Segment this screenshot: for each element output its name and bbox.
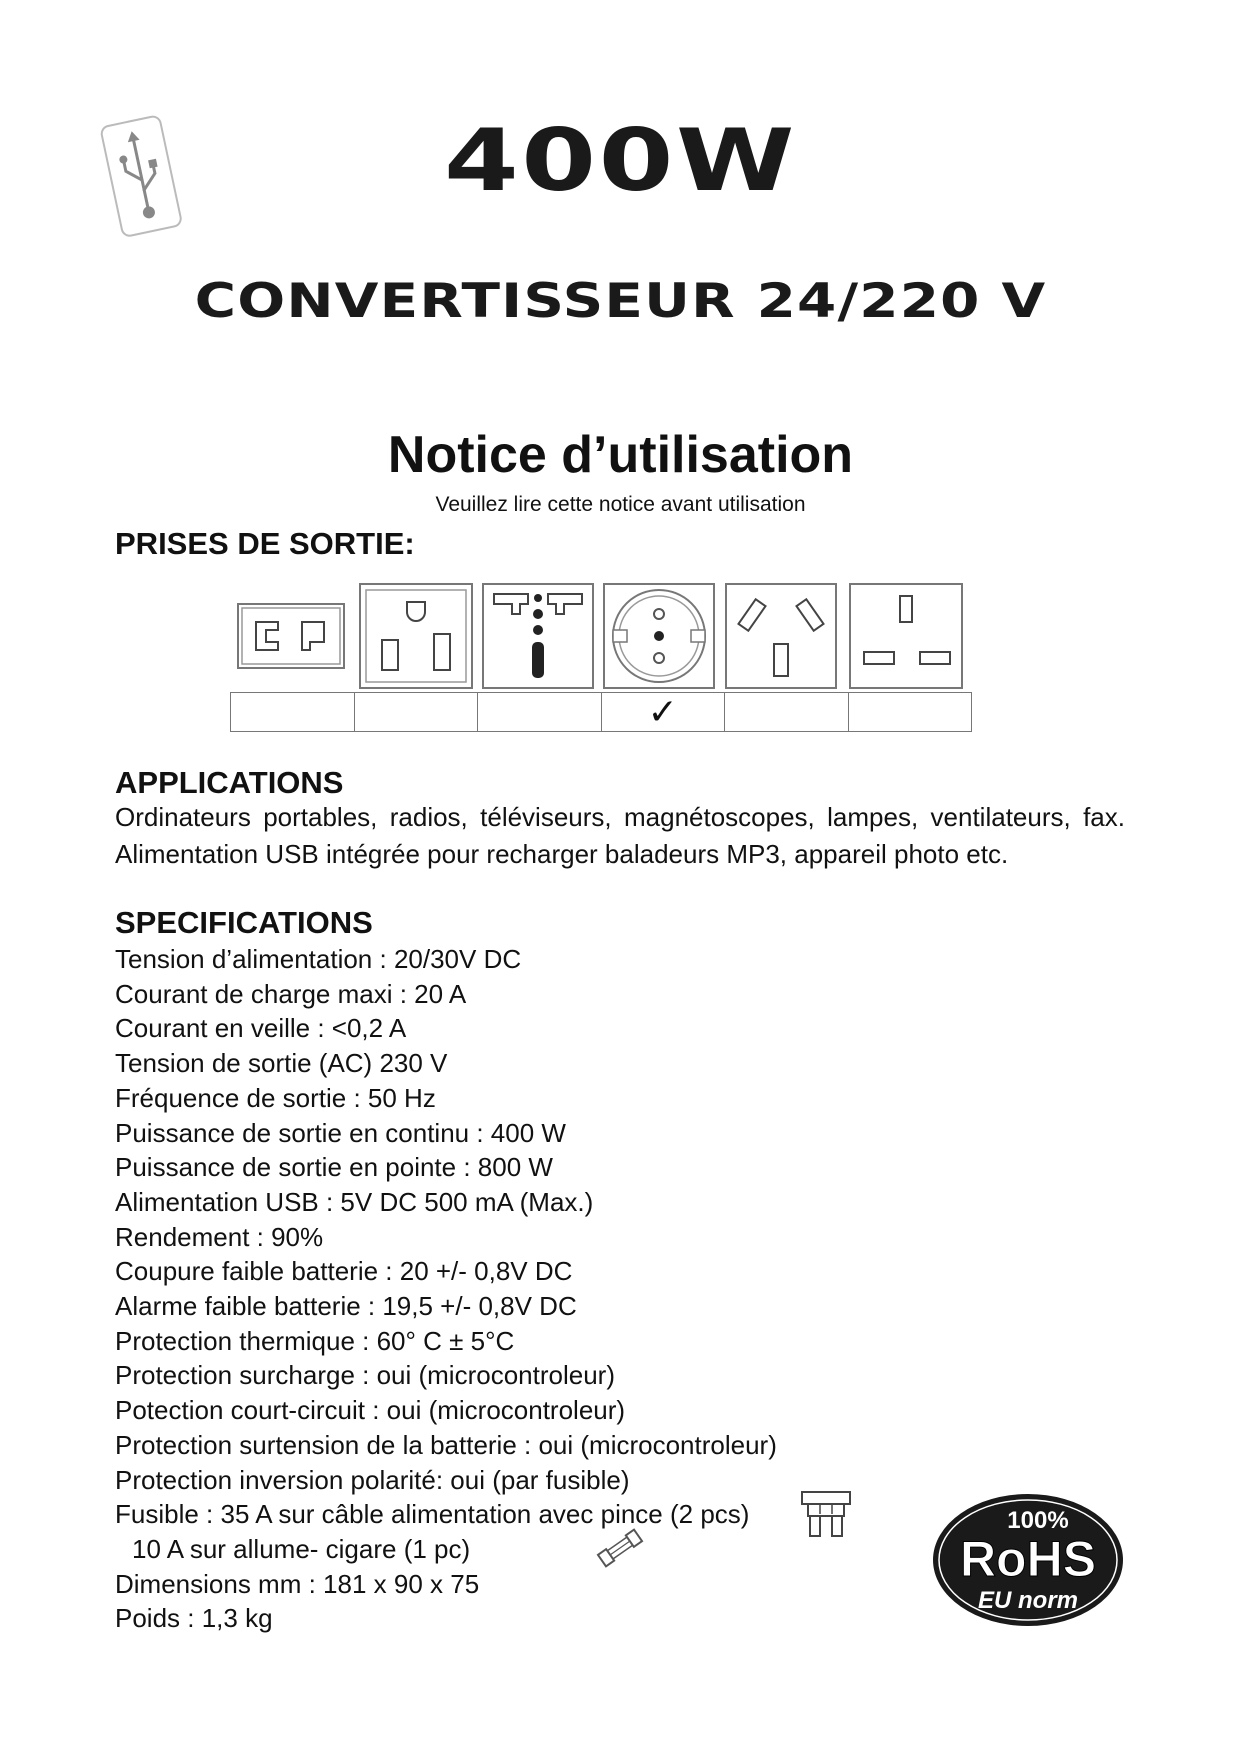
spec-item: Dimensions mm : 181 x 90 x 75: [115, 1568, 480, 1599]
outlets-heading: PRISES DE SORTIE:: [115, 526, 415, 561]
applications-text: Ordinateurs portables, radios, téléviseurs, magnétoscopes, lampes, ventilateurs, fax. Alimentation USB intégrée pour recharger baladeurs MP3, appareil photo etc.: [115, 802, 1125, 869]
specifications-heading: SPECIFICATIONS: [115, 905, 373, 940]
spec-item: Rendement : 90%: [115, 1221, 324, 1252]
spec-item: Courant en veille : <0,2 A: [115, 1013, 407, 1044]
product-power-title: 400W: [443, 111, 797, 211]
flat-pin-socket-icon: [238, 604, 344, 668]
socket-types-row: [236, 582, 976, 692]
schuko-socket-icon: [604, 584, 714, 688]
socket-check-cell: [724, 692, 848, 732]
uk-socket-icon: [850, 584, 962, 688]
spec-item: Alarme faible batterie : 19,5 +/- 0,8V DC: [115, 1291, 577, 1322]
socket-check-row: [230, 692, 972, 734]
spec-item: Protection inversion polarité: oui (par fusible): [115, 1464, 630, 1495]
rohs-norm: EU norm: [977, 1587, 1079, 1614]
spec-item: Protection surcharge : oui (microcontroleur): [115, 1360, 615, 1391]
glass-fuse-icon: [596, 1528, 644, 1568]
spec-item: Fusible : 35 A sur câble alimentation avec pince (2 pcs): [115, 1499, 750, 1530]
spec-item: Puissance de sortie en pointe : 800 W: [115, 1152, 553, 1183]
socket-check-cell: [354, 692, 478, 732]
socket-check-cell: [848, 692, 973, 732]
rohs-badge: [930, 1492, 1126, 1628]
spec-item: Courant de charge maxi : 20 A: [115, 978, 467, 1009]
spec-item: Poids : 1,3 kg: [115, 1603, 273, 1634]
spec-item: 10 A sur allume- cigare (1 pc): [132, 1533, 471, 1564]
spec-item: Potection court-circuit : oui (microcontroleur): [115, 1395, 626, 1426]
rohs-name: RoHS: [959, 1531, 1097, 1587]
italian-socket-icon: [483, 584, 593, 688]
socket-check-cell-selected: ✓: [601, 692, 725, 732]
spec-item: Puissance de sortie en continu : 400 W: [115, 1117, 566, 1148]
spec-item: Alimentation USB : 5V DC 500 mA (Max.): [115, 1186, 594, 1217]
socket-check-cell: [477, 692, 601, 732]
spec-item: Coupure faible batterie : 20 +/- 0,8V DC: [115, 1256, 573, 1287]
rohs-percent: 100%: [1007, 1507, 1069, 1534]
australian-socket-icon: [726, 584, 836, 688]
spec-item: Protection surtension de la batterie : oui (microcontroleur): [115, 1429, 777, 1460]
specifications-list: [115, 942, 777, 1636]
us-grounded-socket-icon: [360, 584, 472, 688]
spec-item: Tension de sortie (AC) 230 V: [115, 1048, 448, 1079]
socket-check-cell: [230, 692, 354, 732]
manual-subtitle: Veuillez lire cette notice avant utilisation: [435, 493, 806, 516]
spec-item: Tension d’alimentation : 20/30V DC: [115, 944, 522, 974]
product-name-title: CONVERTISSEUR 24/220 V: [194, 274, 1047, 329]
spec-item: Fréquence de sortie : 50 Hz: [115, 1082, 436, 1113]
blade-fuse-icon: [800, 1490, 852, 1538]
applications-heading: APPLICATIONS: [115, 765, 344, 800]
spec-item: Protection thermique : 60° C ± 5°C: [115, 1325, 515, 1356]
manual-title: Notice d’utilisation: [387, 426, 854, 484]
